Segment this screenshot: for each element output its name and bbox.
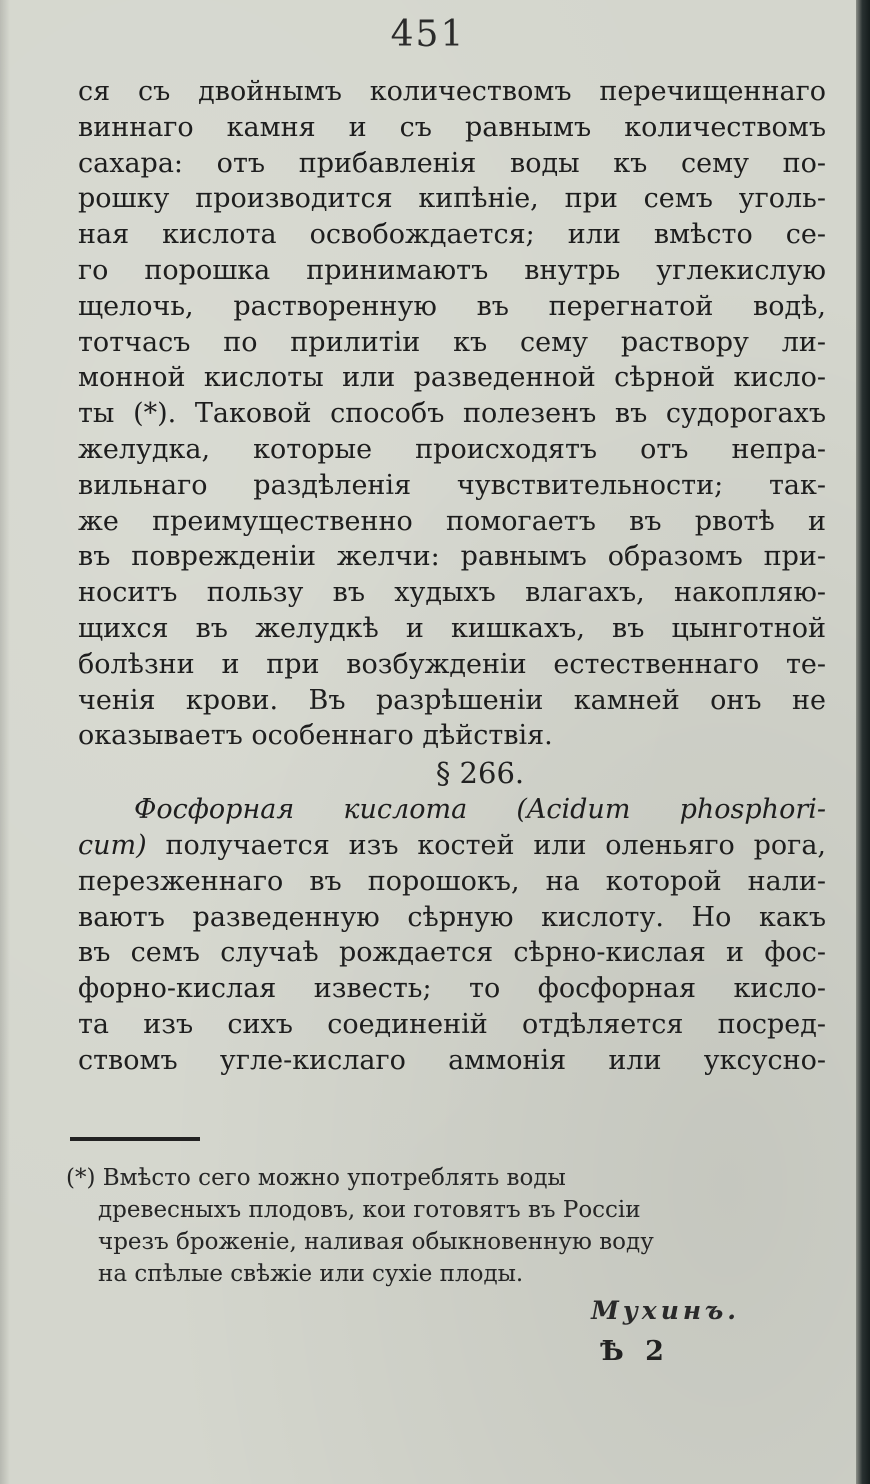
text-line: сахара: отъ прибавленія воды къ сему по- [78,147,826,179]
text-line: носитъ пользу въ худыхъ влагахъ, накопляю- [78,577,826,609]
term-italic: Фосфорная кислота (Acidum phosphori- [134,794,826,826]
term-italic-end: cum) [78,829,147,861]
footnote-divider [70,1137,200,1141]
footnote-line: чрезъ броженіе, наливая обыкновенную воду [98,1229,654,1255]
text-line: оказываетъ особеннаго дѣйствія. [78,720,553,752]
text-line: монной кислоты или разведенной сѣрной кисло- [78,362,826,394]
text-line: ты (*). Таковой способъ полезенъ въ судорогахъ [78,398,826,430]
text-line: же преимущественно помогаетъ въ рвотѣ и [78,505,826,537]
footnote-line: на спѣлые свѣжіе или сухіе плоды. [98,1261,524,1287]
text-line [78,828,826,864]
page-number: 451 [390,14,466,55]
text-line: болѣзни и при возбужденіи естественнаго те- [78,648,826,680]
text-line: щихся въ желудкѣ и кишкахъ, въ цынготной [78,612,826,644]
text-line: виннаго камня и съ равнымъ количествомъ [78,111,826,143]
footnote-line: (*) Вмѣсто сего можно употреблять воды [66,1165,566,1191]
text-fragment: получается изъ костей или оленьяго рога, [146,829,826,861]
text-line: желудка, которые происходятъ отъ непра- [78,433,826,465]
text-line: ная кислота освобождается; или вмѣсто се- [78,219,826,251]
text-line [78,792,826,828]
signature-mark: Ѣ 2 [600,1336,670,1367]
book-spine-edge [856,0,870,1484]
footnote [66,1162,808,1290]
text-line: го порошка принимаютъ внутрь углекислую [78,254,826,286]
footnote-line: древесныхъ плодовъ, кои готовятъ въ Россіи [98,1197,641,1223]
text-line: ствомъ угле-кислаго аммонія или уксусно- [78,1044,826,1076]
text-line: вильнаго раздѣленія чувствительности; так- [78,469,826,501]
text-line: въ поврежденіи желчи: равнымъ образомъ при- [78,541,826,573]
main-text [78,74,826,1079]
text-line: перезженнаго въ порошокъ, на которой нали- [78,865,826,897]
text-line: та изъ сихъ соединеній отдѣляется посред- [78,1008,826,1040]
text-line: ваютъ разведенную сѣрную кислоту. Но какъ [78,901,826,933]
section-heading: § 266. [435,756,525,791]
text-line: ся съ двойнымъ количествомъ перечищеннаго [78,76,826,107]
text-line: щелочь, растворенную въ перегнатой водѣ, [78,290,826,322]
text-line: форно-кислая известь; то фосфорная кисло- [78,973,826,1005]
text-line: ченія крови. Въ разрѣшеніи камней онъ не [78,684,826,716]
author-signature: Мухинъ. [591,1296,740,1325]
text-line: тотчасъ по прилитіи къ сему раствору ли- [78,326,826,358]
text-line: въ семъ случаѣ рождается сѣрно-кислая и фос- [78,937,826,969]
text-line: рошку производится кипѣніе, при семъ уголь- [78,183,826,215]
